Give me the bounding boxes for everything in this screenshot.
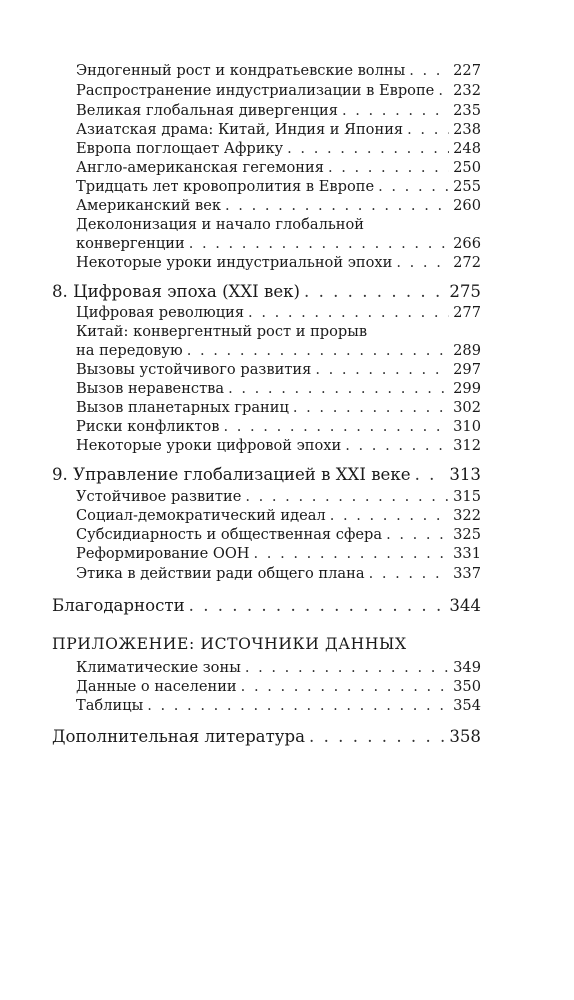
toc-entry-page: 277 bbox=[453, 304, 481, 321]
toc-chapter-title: Благодарности bbox=[52, 596, 185, 615]
toc-entry-page: 248 bbox=[453, 140, 481, 157]
leader-dots bbox=[287, 140, 449, 157]
leader-dots bbox=[304, 282, 445, 301]
leader-dots bbox=[254, 545, 450, 562]
toc-entry-title: Англо-американская гегемония bbox=[76, 159, 324, 176]
leader-dots bbox=[245, 488, 449, 505]
toc-entry bbox=[76, 254, 481, 276]
leader-dots bbox=[225, 197, 449, 214]
toc-entry-title: Реформирование ООН bbox=[76, 545, 250, 562]
toc-entry bbox=[76, 62, 481, 84]
toc-entry-page: 350 bbox=[453, 678, 481, 695]
toc-entry-page: 325 bbox=[453, 526, 481, 543]
toc-entry-page: 331 bbox=[453, 545, 481, 562]
toc-entry-page: 302 bbox=[453, 399, 481, 416]
toc-entry-title: Социал-демократический идеал bbox=[76, 507, 326, 524]
toc-chapter-page: 313 bbox=[449, 465, 481, 484]
toc-entry-page: 299 bbox=[453, 380, 481, 397]
toc-entry-title: Вызов планетарных границ bbox=[76, 399, 289, 416]
toc-entry-title: Европа поглощает Африку bbox=[76, 140, 284, 157]
toc-entry-page: 227 bbox=[453, 62, 481, 79]
leader-dots bbox=[245, 659, 449, 676]
leader-dots bbox=[189, 596, 446, 615]
toc-entry-title: Риски конфликтов bbox=[76, 418, 220, 435]
leader-dots bbox=[407, 121, 449, 138]
toc-entry-title: Тридцать лет кровопролития в Европе bbox=[76, 178, 375, 195]
leader-dots bbox=[223, 418, 449, 435]
toc-entry-page: 260 bbox=[453, 197, 481, 214]
toc-entry-title: Азиатская драма: Китай, Индия и Япония bbox=[76, 121, 404, 138]
toc-entry-title: Некоторые уроки индустриальной эпохи bbox=[76, 254, 393, 271]
toc-entry-title: Субсидиарность и общественная сфера bbox=[76, 526, 383, 543]
toc-entry-page: 354 bbox=[453, 697, 481, 714]
toc-chapter-title: Дополнительная литература bbox=[52, 727, 306, 746]
leader-dots bbox=[396, 254, 449, 271]
toc-chapter bbox=[52, 596, 481, 620]
toc-entry-page: 250 bbox=[453, 159, 481, 176]
toc-entry-title: Этика в действии ради общего плана bbox=[76, 565, 365, 582]
leader-dots bbox=[328, 159, 449, 176]
toc-entry-title: Таблицы bbox=[76, 697, 144, 714]
toc-chapter-page: 344 bbox=[449, 596, 481, 615]
toc-entry-page: 310 bbox=[453, 418, 481, 435]
leader-dots bbox=[248, 304, 449, 321]
toc-entry-title: Великая глобальная дивергенция bbox=[76, 102, 338, 119]
toc-entry-page: 289 bbox=[453, 342, 481, 359]
leader-dots bbox=[342, 102, 449, 119]
leader-dots bbox=[386, 526, 449, 543]
appendix-heading: ПРИЛОЖЕНИЕ: ИСТОЧНИКИ ДАННЫХ bbox=[52, 635, 407, 653]
toc-entry bbox=[76, 82, 481, 104]
toc-entry-page: 312 bbox=[453, 437, 481, 454]
toc-entry bbox=[76, 697, 481, 719]
leader-dots bbox=[228, 380, 449, 397]
toc-chapter bbox=[52, 465, 481, 489]
leader-dots bbox=[189, 235, 449, 252]
toc-entry-title: конвергенции bbox=[76, 235, 185, 252]
toc-entry-page: 297 bbox=[453, 361, 481, 378]
toc-entry-title-line1: Деколонизация и начало глобальной bbox=[76, 216, 365, 233]
leader-dots bbox=[438, 82, 449, 99]
toc-entry-title: Распространение индустриализации в Европе bbox=[76, 82, 435, 99]
toc-entry-page: 315 bbox=[453, 488, 481, 505]
toc-entry-title: Устойчивое развитие bbox=[76, 488, 242, 505]
leader-dots bbox=[147, 697, 449, 714]
toc-chapter bbox=[52, 727, 481, 751]
leader-dots bbox=[378, 178, 449, 195]
toc-entry-title: Американский век bbox=[76, 197, 222, 214]
leader-dots bbox=[330, 507, 449, 524]
toc-entry-title: Цифровая революция bbox=[76, 304, 245, 321]
toc-chapter-page: 358 bbox=[449, 727, 481, 746]
toc-entry-title: Вызовы устойчивого развития bbox=[76, 361, 312, 378]
toc-entry-page: 272 bbox=[453, 254, 481, 271]
leader-dots bbox=[315, 361, 449, 378]
leader-dots bbox=[241, 678, 449, 695]
toc-entry bbox=[76, 437, 481, 459]
leader-dots bbox=[369, 565, 450, 582]
toc-chapter-title: 9. Управление глобализацией в XXI веке bbox=[52, 465, 411, 484]
leader-dots bbox=[409, 62, 449, 79]
toc-entry-title: Эндогенный рост и кондратьевские волны bbox=[76, 62, 406, 79]
toc-entry-page: 232 bbox=[453, 82, 481, 99]
toc-entry-page: 337 bbox=[453, 565, 481, 582]
toc-entry-page: 235 bbox=[453, 102, 481, 119]
toc-entry-title: Данные о населении bbox=[76, 678, 237, 695]
leader-dots bbox=[187, 342, 449, 359]
toc-entry-title: на передовую bbox=[76, 342, 183, 359]
toc-chapter-title: 8. Цифровая эпоха (XXI век) bbox=[52, 282, 301, 301]
leader-dots bbox=[293, 399, 449, 416]
toc-chapter bbox=[52, 282, 481, 306]
toc-entry-title: Вызов неравенства bbox=[76, 380, 225, 397]
leader-dots bbox=[415, 465, 446, 484]
toc-entry-title: Климатические зоны bbox=[76, 659, 241, 676]
toc-entry-page: 266 bbox=[453, 235, 481, 252]
toc-entry-title: Некоторые уроки цифровой эпохи bbox=[76, 437, 342, 454]
toc-entry-page: 322 bbox=[453, 507, 481, 524]
toc-entry bbox=[76, 565, 481, 587]
leader-dots bbox=[309, 727, 445, 746]
toc-entry-page: 255 bbox=[453, 178, 481, 195]
toc-entry-title-line1: Китай: конвергентный рост и прорыв bbox=[76, 323, 368, 340]
toc-entry-page: 238 bbox=[453, 121, 481, 138]
toc-chapter-page: 275 bbox=[449, 282, 481, 301]
leader-dots bbox=[345, 437, 449, 454]
toc-entry bbox=[76, 545, 481, 567]
toc-entry-page: 349 bbox=[453, 659, 481, 676]
